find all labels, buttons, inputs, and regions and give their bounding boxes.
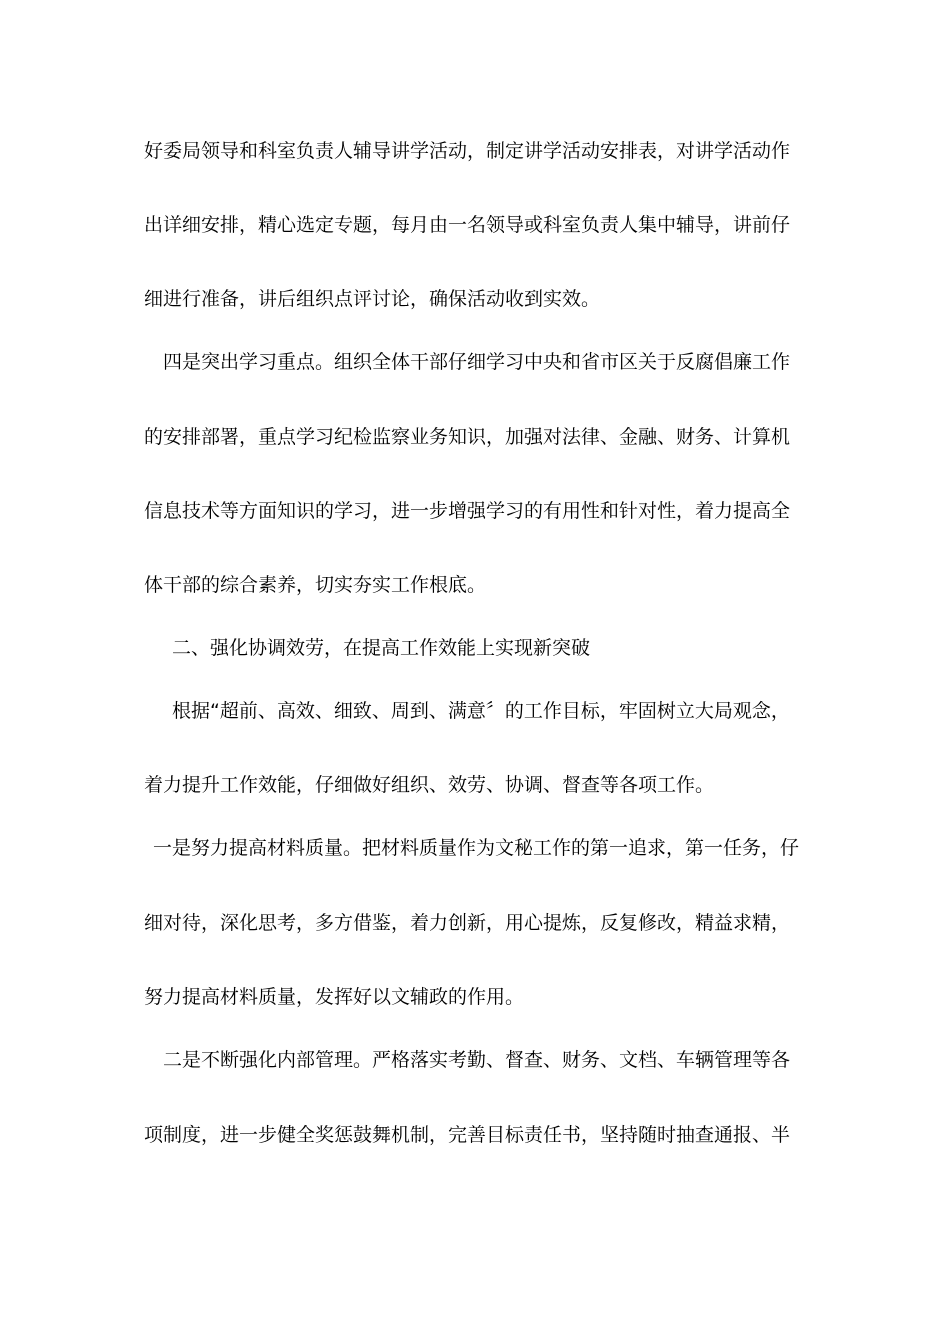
text-line: 项制度，进一步健全奖惩鼓舞机制，完善目标责任书，坚持随时抽查通报、半 <box>144 1124 791 1146</box>
text-line: 着力提升工作效能，仔细做好组织、效劳、协调、督查等各项工作。 <box>144 774 715 796</box>
text-line: 努力提高材料质量，发挥好以文辅政的作用。 <box>144 986 525 1008</box>
paragraph-line: 根据“超前、高效、细致、周到、满意〞的工作目标，牢固树立大局观念， <box>172 700 790 722</box>
section-heading: 二、强化协调效劳，在提高工作效能上实现新突破 <box>172 637 591 659</box>
paragraph-line: 一是努力提高材料质量。把材料质量作为文秘工作的第一追求，第一任务，仔 <box>153 837 800 859</box>
text-line: 体干部的综合素养，切实夯实工作根底。 <box>144 574 487 596</box>
text-line: 好委局领导和科室负责人辅导讲学活动，制定讲学活动安排表，对讲学活动作 <box>144 140 791 162</box>
text-line: 细进行准备，讲后组织点评讨论，确保活动收到实效。 <box>144 288 601 310</box>
paragraph-line: 二是不断强化内部管理。严格落实考勤、督查、财务、文档、车辆管理等各 <box>163 1049 791 1071</box>
paragraph-line: 四是突出学习重点。组织全体干部仔细学习中央和省市区关于反腐倡廉工作 <box>163 351 791 373</box>
text-line: 细对待，深化思考，多方借鉴，着力创新，用心提炼，反复修改，精益求精， <box>144 912 791 934</box>
text-line: 信息技术等方面知识的学习，进一步增强学习的有用性和针对性，着力提高全 <box>144 500 791 522</box>
text-line: 的安排部署，重点学习纪检监察业务知识，加强对法律、金融、财务、计算机 <box>144 426 791 448</box>
text-line: 出详细安排，精心选定专题，每月由一名领导或科室负责人集中辅导，讲前仔 <box>144 214 791 236</box>
